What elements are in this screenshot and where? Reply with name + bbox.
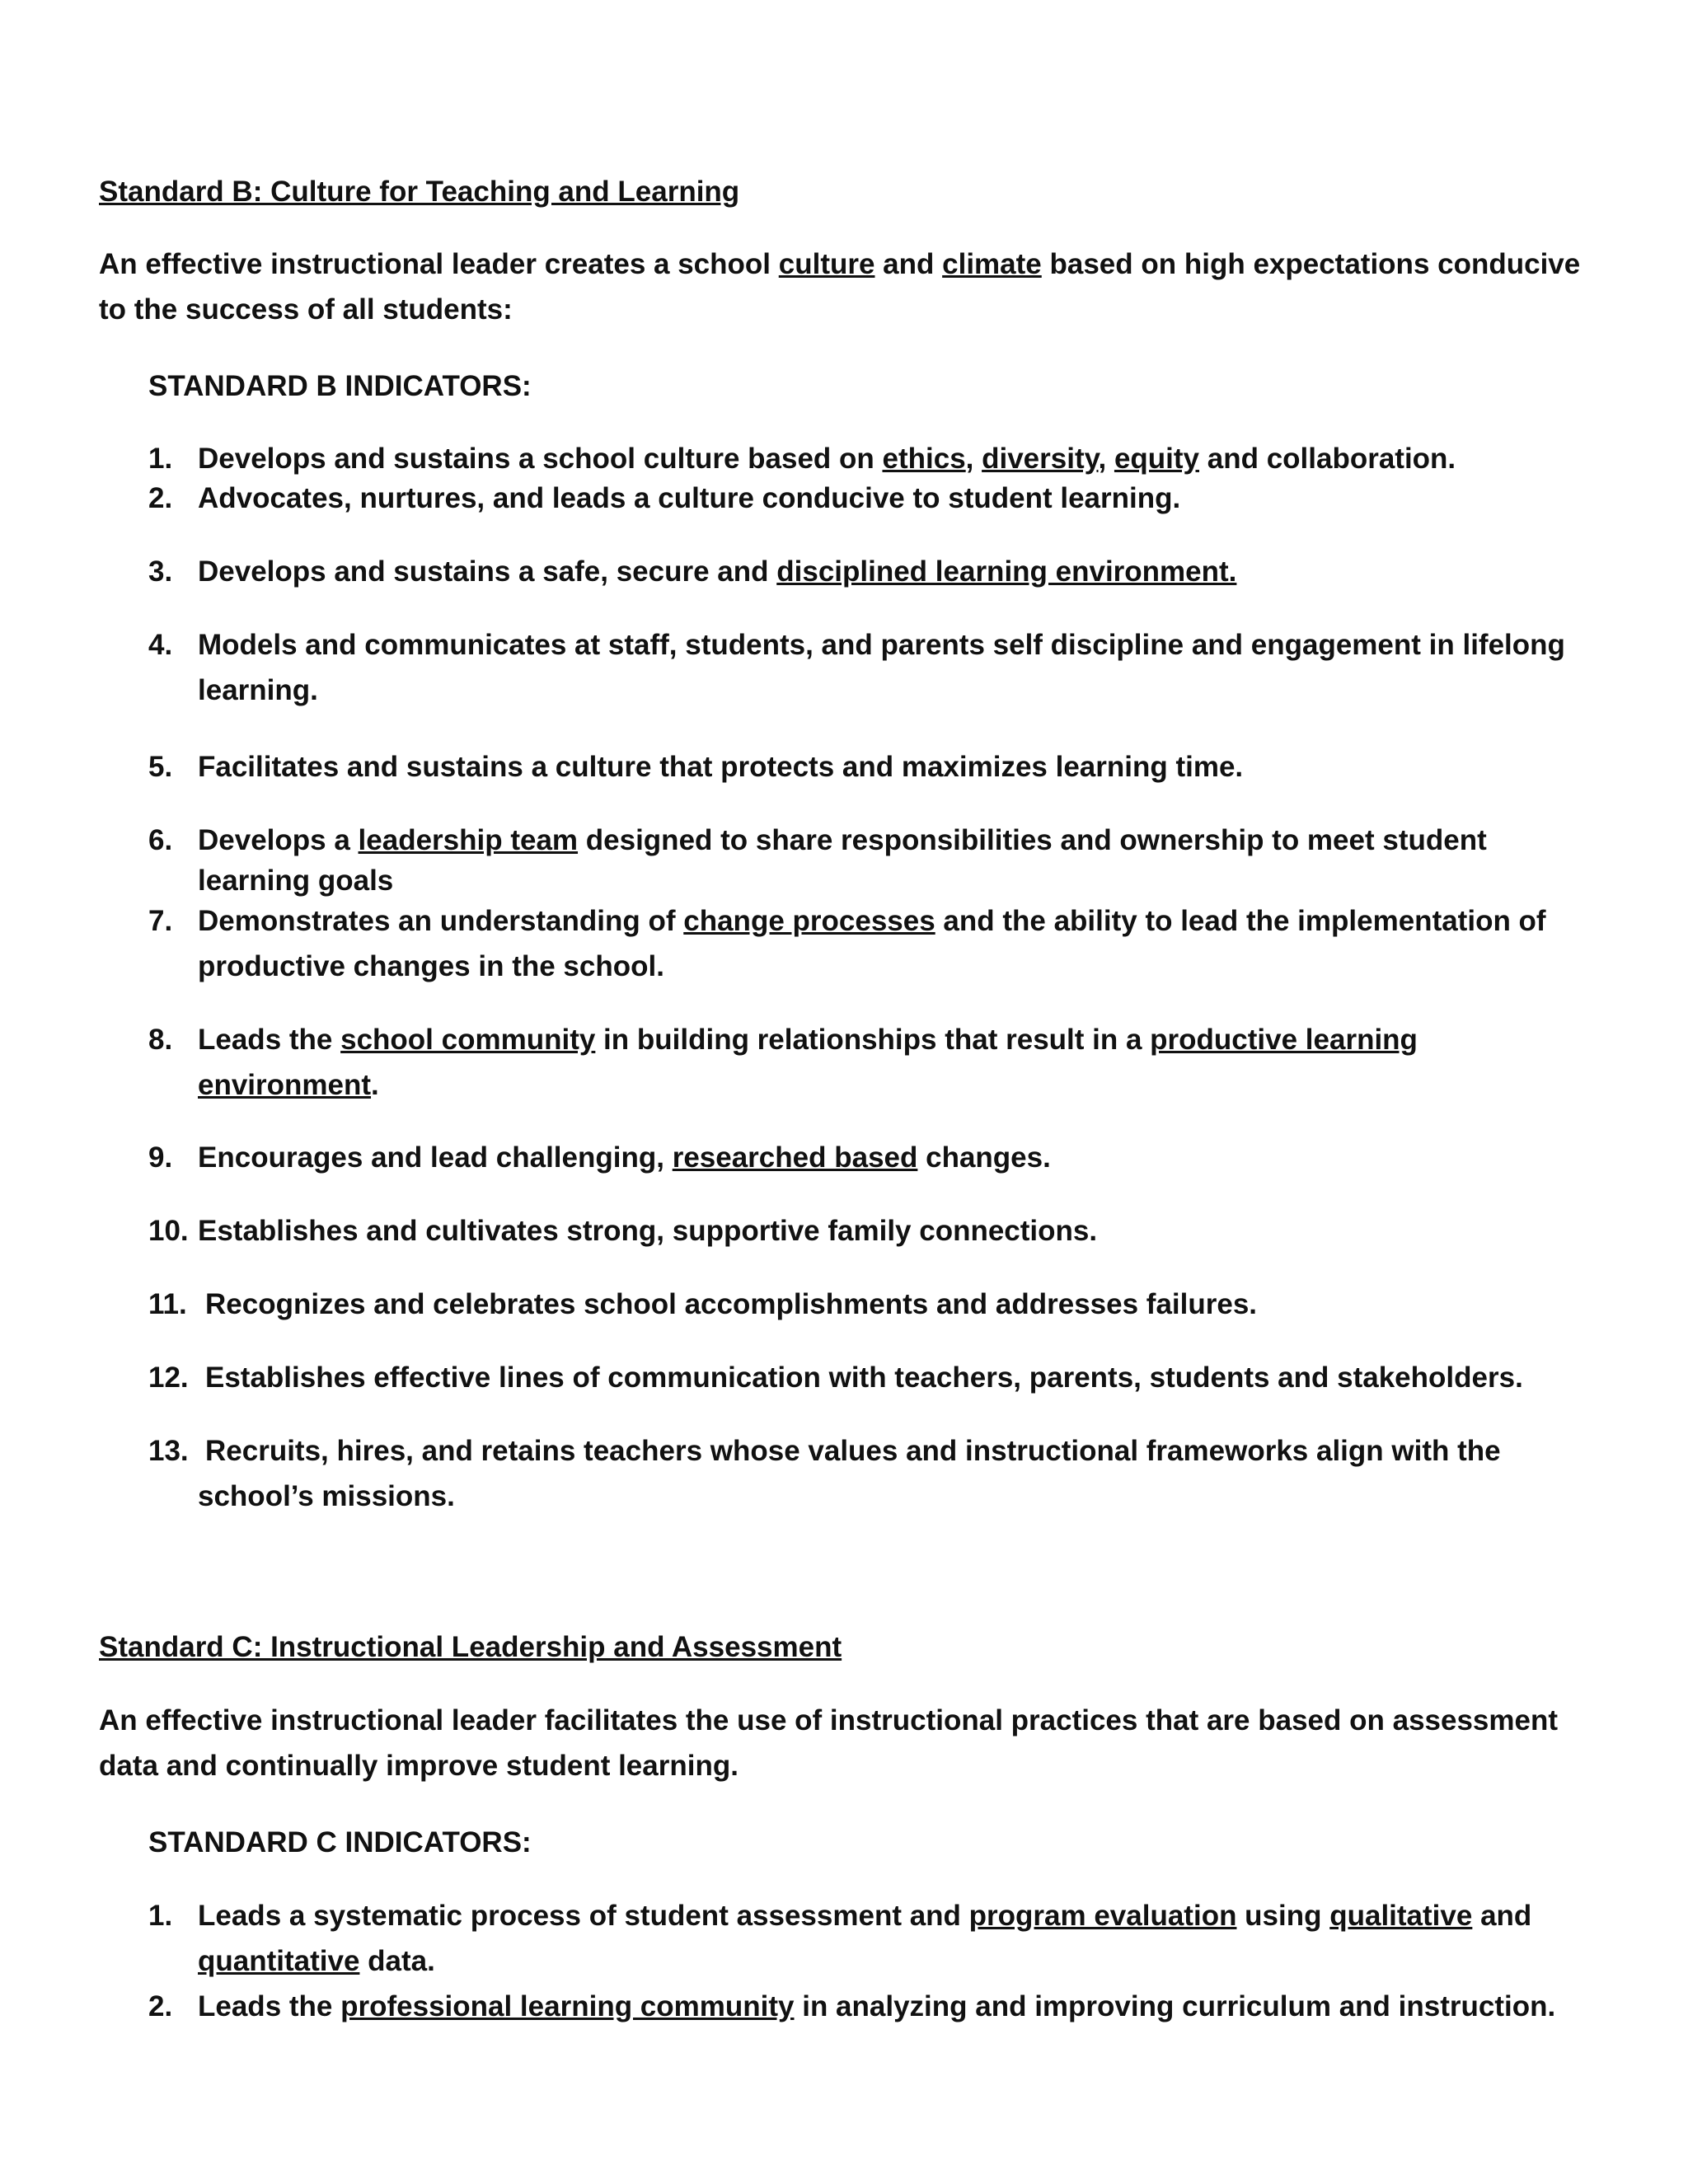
list-item-continuation: school’s missions.	[198, 1480, 455, 1512]
standard-c-heading: Standard C: Instructional Leadership and Assessment	[99, 1631, 842, 1663]
list-item-number: 1.	[148, 443, 173, 475]
term-climate: climate	[942, 248, 1042, 280]
list-item: Recognizes and celebrates school accomplishments and addresses failures.	[205, 1288, 1258, 1320]
standard-c-intro-line-1: An effective instructional leader facilitates the use of instructional practices that are based on assessment	[99, 1704, 1559, 1736]
term-culture: culture	[778, 248, 875, 280]
list-item-number: 8.	[148, 1024, 173, 1056]
list-item-continuation: learning goals	[198, 865, 394, 897]
list-item: Encourages and lead challenging, researched based changes.	[198, 1141, 1051, 1174]
standard-c-indicators-label: STANDARD C INDICATORS:	[148, 1826, 532, 1858]
list-item-number: 11.	[148, 1288, 187, 1320]
list-item-continuation: quantitative data.	[198, 1945, 435, 1977]
list-item: Demonstrates an understanding of change processes and the ability to lead the implementation of	[198, 905, 1546, 937]
list-item-continuation: environment.	[198, 1069, 379, 1101]
standard-b-indicators-label: STANDARD B INDICATORS:	[148, 370, 532, 402]
list-item-number: 6.	[148, 824, 173, 856]
list-item-number: 2.	[148, 1990, 173, 2022]
list-item-number: 4.	[148, 629, 173, 661]
list-item: Establishes and cultivates strong, supportive family connections.	[198, 1215, 1098, 1247]
list-item-number: 12.	[148, 1361, 189, 1394]
list-item-number: 5.	[148, 751, 173, 783]
list-item: Models and communicates at staff, students, and parents self discipline and engagement in lifelong	[198, 629, 1565, 661]
list-item: Leads a systematic process of student assessment and program evaluation using qualitative and	[198, 1900, 1532, 1932]
standard-b-intro-line-2: to the success of all students:	[99, 293, 513, 326]
list-item-number: 9.	[148, 1141, 173, 1174]
list-item-number: 2.	[148, 482, 173, 514]
list-item: Develops and sustains a school culture based on ethics, diversity, equity and collaboration.	[198, 443, 1456, 475]
list-item: Leads the professional learning community in analyzing and improving curriculum and instruction.	[198, 1990, 1556, 2022]
list-item: Recruits, hires, and retains teachers whose values and instructional frameworks align with the	[205, 1435, 1501, 1467]
list-item-continuation: learning.	[198, 674, 318, 706]
list-item: Leads the school community in building relationships that result in a productive learning	[198, 1024, 1418, 1056]
list-item: Develops a leadership team designed to share responsibilities and ownership to meet student	[198, 824, 1487, 856]
list-item-number: 3.	[148, 555, 173, 588]
list-item: Establishes effective lines of communication with teachers, parents, students and stakeholders.	[205, 1361, 1523, 1394]
list-item-number: 10.	[148, 1215, 189, 1247]
list-item-number: 13.	[148, 1435, 189, 1467]
list-item-continuation: productive changes in the school.	[198, 950, 664, 982]
list-item: Advocates, nurtures, and leads a culture conducive to student learning.	[198, 482, 1181, 514]
list-item-number: 7.	[148, 905, 173, 937]
list-item: Develops and sustains a safe, secure and disciplined learning environment.	[198, 555, 1237, 588]
list-item: Facilitates and sustains a culture that protects and maximizes learning time.	[198, 751, 1244, 783]
standard-b-heading: Standard B: Culture for Teaching and Learning	[99, 176, 740, 208]
standard-c-intro-line-2: data and continually improve student learning.	[99, 1750, 738, 1782]
standard-b-intro-line-1: An effective instructional leader creates a school culture and climate based on high expectations conducive	[99, 248, 1581, 280]
list-item-number: 1.	[148, 1900, 173, 1932]
